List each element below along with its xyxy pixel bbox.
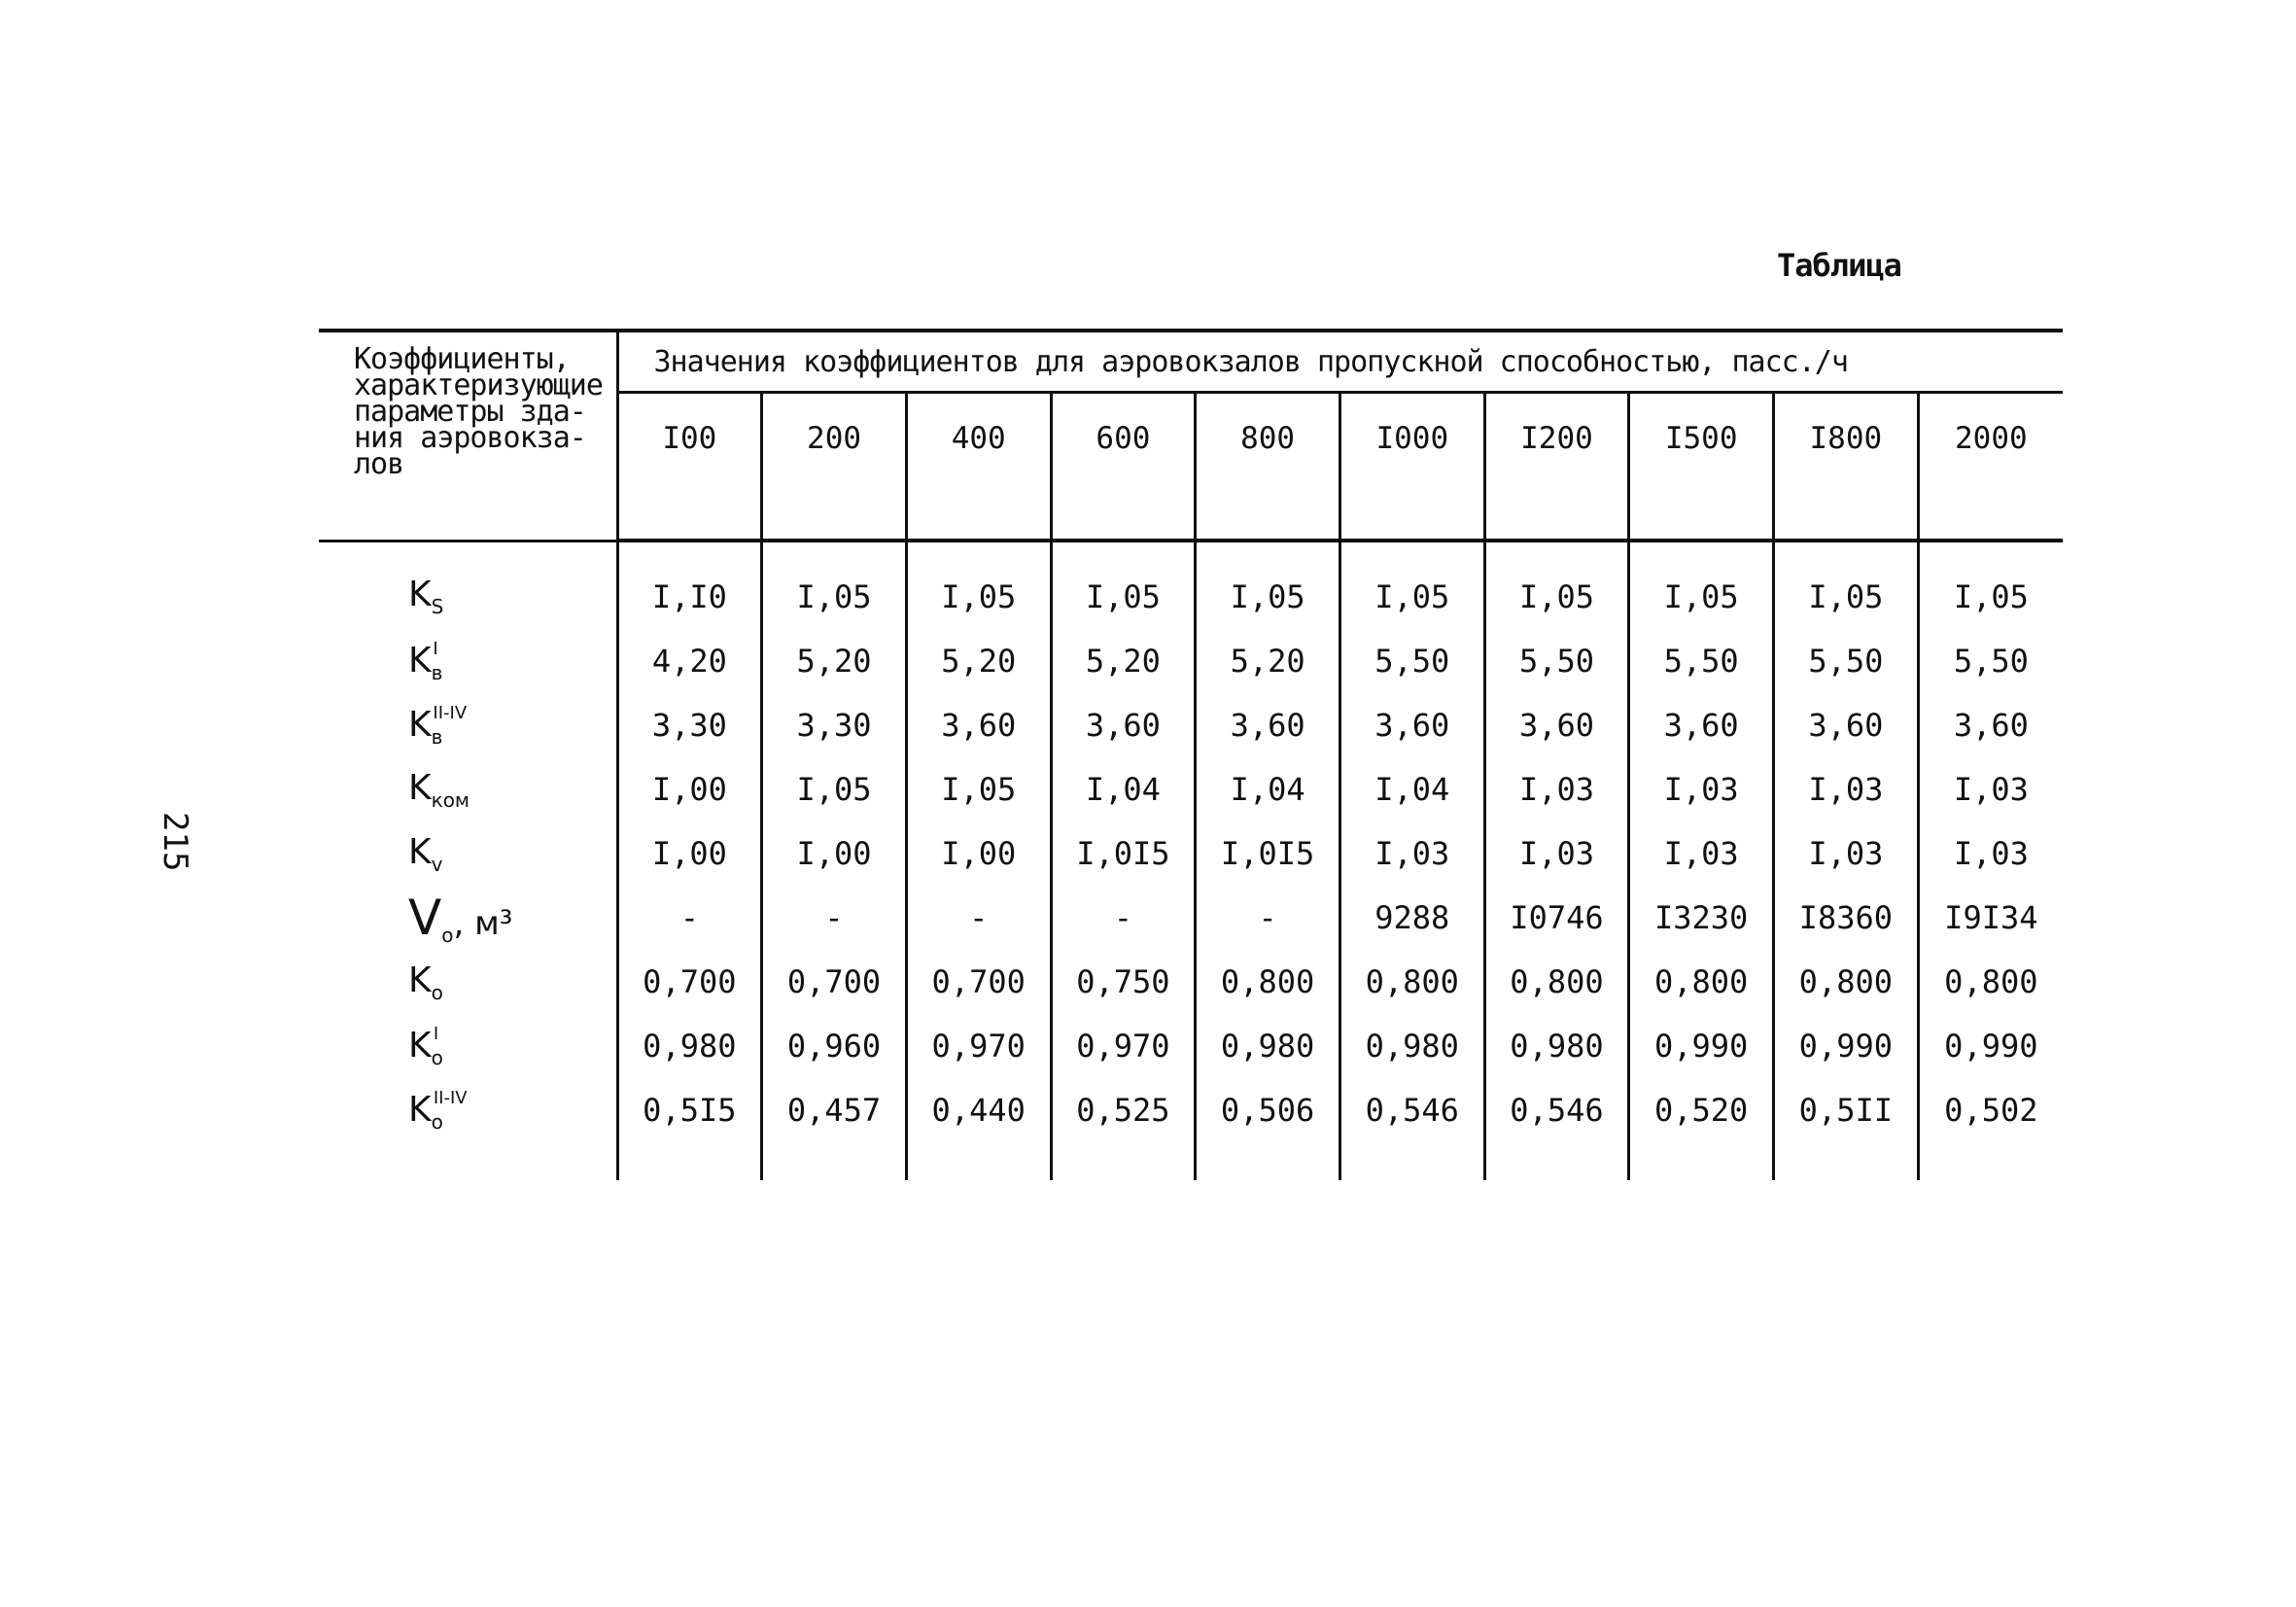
value-cell: 0,960 xyxy=(762,1014,907,1078)
capacity-header: I500 xyxy=(1629,393,1774,541)
symbol-subscript: о xyxy=(431,1109,443,1134)
value-cell: I,04 xyxy=(1051,757,1196,821)
table-row xyxy=(319,757,2063,821)
value-cell: 0,800 xyxy=(1484,950,1629,1014)
value-cell: I,00 xyxy=(617,757,762,821)
value-cell: 0,980 xyxy=(617,1014,762,1078)
coefficient-symbol xyxy=(319,541,617,629)
capacity-header: 600 xyxy=(1051,393,1196,541)
row-label-line: лов xyxy=(354,447,404,481)
value-cell: I,03 xyxy=(1774,757,1919,821)
symbol-superscript: II-IV xyxy=(433,702,468,723)
value-cell: 0,506 xyxy=(1196,1078,1340,1180)
table-row xyxy=(319,886,2063,950)
coefficient-symbol xyxy=(319,886,617,950)
table-row xyxy=(319,541,2063,629)
value-cell: I,03 xyxy=(1484,757,1629,821)
value-cell: I9I34 xyxy=(1944,899,2038,936)
value-cell: I,03 xyxy=(1774,821,1919,886)
value-cell: I,0I5 xyxy=(1196,821,1340,886)
value-cell: I0746 xyxy=(1484,886,1629,950)
value-cell: 0,970 xyxy=(906,1014,1051,1078)
value-cell: I,05 xyxy=(1051,541,1196,629)
value-cell: 0,457 xyxy=(762,1078,907,1180)
row-label-line: Коэффициенты, xyxy=(354,342,570,376)
symbol-subscript: в xyxy=(431,660,443,684)
row-label-line: параметры зда- xyxy=(354,395,586,429)
value-cell: 0,440 xyxy=(906,1078,1051,1180)
value-cell: I,05 xyxy=(1629,541,1774,629)
value-cell: 5,20 xyxy=(1196,629,1340,693)
value-cell: 0,990 xyxy=(1629,1014,1774,1078)
value-cell: I,04 xyxy=(1196,757,1340,821)
value-cell: 5,20 xyxy=(1051,629,1196,693)
value-cell: 0,700 xyxy=(617,950,762,1014)
value-cell: 4,20 xyxy=(617,629,762,693)
symbol-letter: V xyxy=(408,889,442,946)
value-cell: 0,520 xyxy=(1629,1078,1774,1180)
value-cell: 5,50 xyxy=(1953,643,2029,680)
value-cell: 0,800 xyxy=(1196,950,1340,1014)
table-row xyxy=(319,1078,2063,1180)
value-cell: 0,980 xyxy=(1196,1014,1340,1078)
symbol-letter: K xyxy=(408,831,432,872)
capacity-header: I000 xyxy=(1339,393,1484,541)
value-cell: I,0I5 xyxy=(1051,821,1196,886)
value-cell: 5,20 xyxy=(906,629,1051,693)
capacity-header: I00 xyxy=(617,393,762,541)
value-cell: - xyxy=(906,886,1051,950)
value-cell: 3,60 xyxy=(1774,693,1919,757)
value-cell: I,00 xyxy=(617,821,762,886)
symbol-superscript: I xyxy=(433,1023,439,1044)
value-cell: I,03 xyxy=(1629,757,1774,821)
capacity-header: 200 xyxy=(762,393,907,541)
symbol-subscript: S xyxy=(431,595,444,619)
value-cell: I,05 xyxy=(1196,541,1340,629)
row-label-line: характеризующие xyxy=(354,368,603,402)
value-cell: - xyxy=(1051,886,1196,950)
value-cell: 0,970 xyxy=(1051,1014,1196,1078)
symbol-subscript: v xyxy=(431,852,443,876)
group-header: Значения коэффициентов для аэровокзалов пропускной способностью, пасс./ч xyxy=(617,331,2063,393)
value-cell: 0,5I5 xyxy=(617,1078,762,1180)
value-cell: I,05 xyxy=(1774,541,1919,629)
symbol-letter: K xyxy=(408,960,432,1000)
value-cell: 3,60 xyxy=(1051,693,1196,757)
value-cell: 3,30 xyxy=(617,693,762,757)
value-cell: 5,20 xyxy=(762,629,907,693)
value-cell: I,05 xyxy=(1484,541,1629,629)
value-cell: I,05 xyxy=(906,757,1051,821)
row-label-header xyxy=(319,331,617,541)
symbol-letter: K xyxy=(408,1025,432,1066)
table-row xyxy=(319,629,2063,693)
value-cell: 0,800 xyxy=(1629,950,1774,1014)
value-cell: 0,700 xyxy=(906,950,1051,1014)
value-cell: I,03 xyxy=(1484,821,1629,886)
value-cell: I,05 xyxy=(1339,541,1484,629)
value-cell: I3230 xyxy=(1629,886,1774,950)
value-cell: 0,750 xyxy=(1051,950,1196,1014)
value-cell: 3,60 xyxy=(1339,693,1484,757)
coefficient-symbol xyxy=(319,1014,617,1078)
value-cell: I,05 xyxy=(1953,578,2029,615)
value-cell: 0,990 xyxy=(1944,1028,2038,1065)
coefficient-symbol xyxy=(319,629,617,693)
value-cell: - xyxy=(1196,886,1340,950)
value-cell: 0,980 xyxy=(1339,1014,1484,1078)
value-cell: 5,50 xyxy=(1339,629,1484,693)
symbol-subscript: о xyxy=(441,923,454,947)
symbol-superscript: I xyxy=(433,638,438,659)
value-cell: 0,800 xyxy=(1774,950,1919,1014)
table-row xyxy=(319,1014,2063,1078)
symbol-letter: K xyxy=(408,640,432,681)
page-number: 215 xyxy=(156,812,194,872)
coefficient-symbol xyxy=(319,821,617,886)
value-cell: 5,50 xyxy=(1484,629,1629,693)
row-label-line: ния аэровокза- xyxy=(354,421,586,455)
value-cell: I,00 xyxy=(906,821,1051,886)
value-cell: I,05 xyxy=(762,541,907,629)
value-cell: 0,980 xyxy=(1484,1014,1629,1078)
table-row xyxy=(319,950,2063,1014)
value-cell: I8360 xyxy=(1774,886,1919,950)
value-cell: 0,5II xyxy=(1774,1078,1919,1180)
value-cell: I,05 xyxy=(762,757,907,821)
value-cell: I,04 xyxy=(1339,757,1484,821)
symbol-superscript: II-IV xyxy=(433,1087,468,1108)
symbol-unit: , м³ xyxy=(453,903,513,943)
symbol-letter: K xyxy=(408,575,432,615)
value-cell: 0,990 xyxy=(1774,1014,1919,1078)
value-cell: 5,50 xyxy=(1774,629,1919,693)
value-cell: 0,546 xyxy=(1339,1078,1484,1180)
value-cell: I,05 xyxy=(906,541,1051,629)
value-cell: I,I0 xyxy=(617,541,762,629)
coefficient-symbol xyxy=(319,950,617,1014)
value-cell: 3,60 xyxy=(1484,693,1629,757)
value-cell: 0,502 xyxy=(1944,1092,2038,1129)
value-cell: 0,800 xyxy=(1339,950,1484,1014)
value-cell: I,00 xyxy=(762,821,907,886)
capacity-header: 400 xyxy=(906,393,1051,541)
value-cell: I,03 xyxy=(1339,821,1484,886)
capacity-header: I800 xyxy=(1774,393,1919,541)
value-cell: 0,525 xyxy=(1051,1078,1196,1180)
coefficient-symbol xyxy=(319,1078,617,1180)
table-row xyxy=(319,693,2063,757)
value-cell: 0,800 xyxy=(1944,963,2038,1000)
value-cell: 0,700 xyxy=(762,950,907,1014)
coefficients-table xyxy=(319,329,2063,1180)
symbol-subscript: о xyxy=(431,1045,443,1069)
symbol-subscript: в xyxy=(431,724,443,749)
table-caption: Таблица xyxy=(1777,247,1901,284)
symbol-letter: K xyxy=(408,1089,432,1130)
value-cell: 3,60 xyxy=(1953,707,2029,744)
value-cell: - xyxy=(617,886,762,950)
value-cell: 5,50 xyxy=(1629,629,1774,693)
symbol-letter: K xyxy=(408,767,432,808)
value-cell: 3,60 xyxy=(906,693,1051,757)
value-cell: I,03 xyxy=(1953,835,2029,872)
value-cell: 9288 xyxy=(1339,886,1484,950)
value-cell: I,03 xyxy=(1953,771,2029,808)
table-row xyxy=(319,821,2063,886)
symbol-letter: K xyxy=(408,704,432,745)
value-cell: 3,60 xyxy=(1196,693,1340,757)
capacity-header: 2000 xyxy=(1918,393,2063,541)
value-cell: 0,546 xyxy=(1484,1078,1629,1180)
capacity-header: I200 xyxy=(1484,393,1629,541)
coefficient-symbol xyxy=(319,757,617,821)
value-cell: 3,60 xyxy=(1629,693,1774,757)
symbol-subscript: о xyxy=(431,980,443,1004)
symbol-subscript: ком xyxy=(431,787,470,812)
coefficient-symbol xyxy=(319,693,617,757)
value-cell: I,03 xyxy=(1629,821,1774,886)
value-cell: - xyxy=(762,886,907,950)
capacity-header: 800 xyxy=(1196,393,1340,541)
value-cell: 3,30 xyxy=(762,693,907,757)
